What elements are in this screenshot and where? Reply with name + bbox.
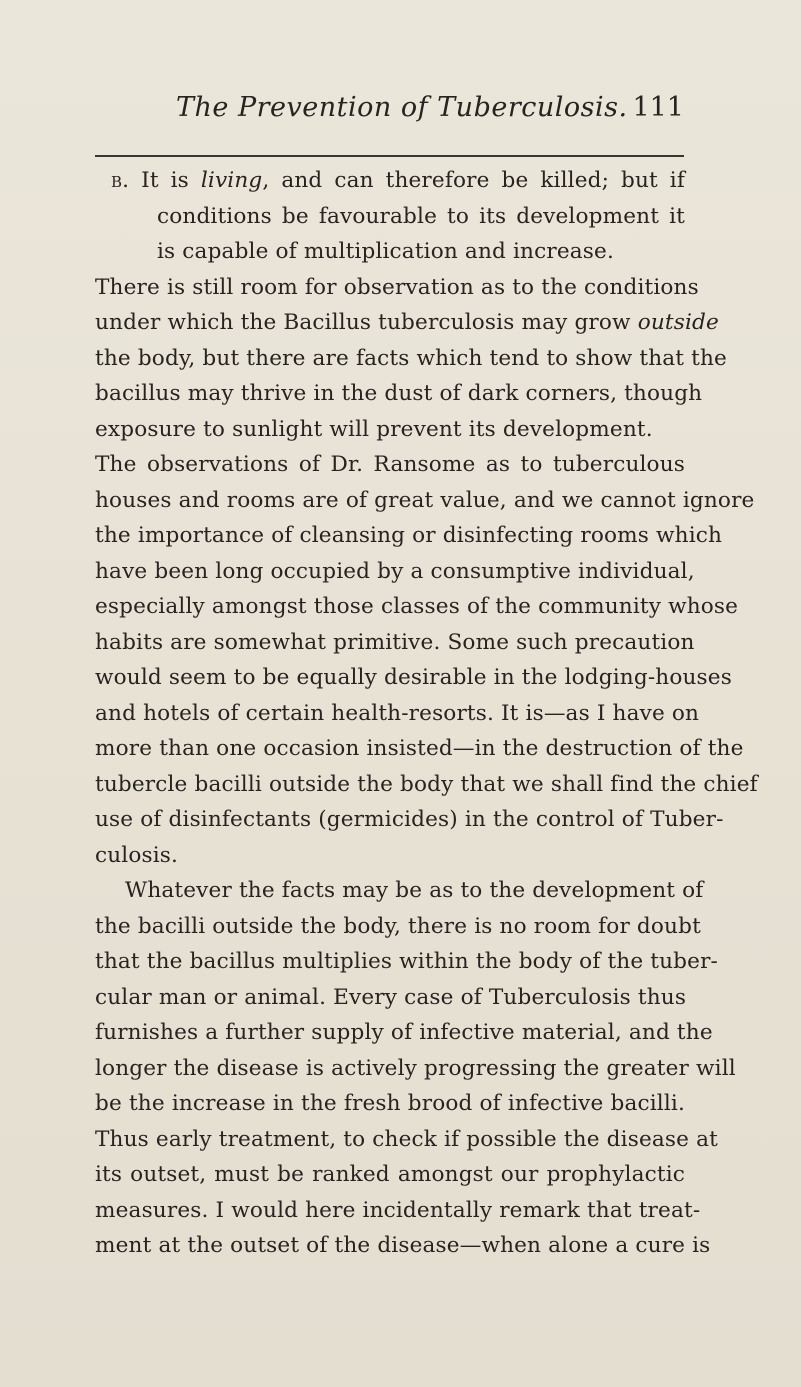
paragraph-line: especially amongst those classes of the community whose (95, 594, 739, 619)
paragraph-line: tubercle bacilli outside the body that we shall find the chief (95, 771, 758, 797)
paragraph-line: its outset, must be ranked amongst our prophylactic (95, 1162, 685, 1187)
list-marker: b. (111, 168, 130, 193)
paragraph-line: Whatever the facts may be as to the development of (125, 878, 704, 903)
list-item-b-line: is capable of multiplication and increase. (157, 239, 614, 264)
page-number: 111 (632, 92, 684, 123)
paragraph-line: The observations of Dr. Ransome as to tuberculous (95, 452, 685, 477)
paragraph-2 (95, 873, 736, 1264)
paragraph-1 (95, 270, 758, 874)
paragraph-line: more than one occasion insisted—in the destruction of the (95, 736, 744, 761)
paragraph-line: Thus early treatment, to check if possible the disease at (95, 1126, 718, 1152)
page-header (176, 92, 684, 132)
paragraph-line: habits are somewhat primitive. Some such precaution (95, 629, 695, 655)
body-text (95, 163, 758, 1264)
emphasis: living (200, 168, 263, 193)
paragraph-line: houses and rooms are of great value, and we cannot ignore (95, 487, 755, 513)
paragraph-line: the body, but there are facts which tend to show that the (95, 345, 727, 371)
list-item-b-line: b. It is living, and can therefore be killed; but if (111, 168, 685, 193)
list-item-b-line: conditions be favourable to its development it (157, 203, 685, 229)
paragraph-line: cular man or animal. Every case of Tuberculosis thus (95, 984, 687, 1010)
paragraph-line: There is still room for observation as to the conditions (95, 274, 699, 300)
paragraph-line: the bacilli outside the body, there is no room for doubt (95, 913, 701, 939)
header-rule (95, 155, 684, 157)
paragraph-line: culosis. (95, 842, 179, 868)
paragraph-line: use of disinfectants (germicides) in the control of Tuber- (95, 807, 724, 832)
paragraph-line: exposure to sunlight will prevent its development. (95, 416, 653, 442)
paragraph-line: would seem to be equally desirable in the lodging-houses (95, 665, 732, 690)
paragraph-line: and hotels of certain health-resorts. It is—as I have on (95, 700, 700, 726)
emphasis: outside (637, 310, 719, 335)
paragraph-line: ment at the outset of the disease—when alone a cure is (95, 1233, 711, 1258)
paragraph-line: be the increase in the fresh brood of infective bacilli. (95, 1091, 685, 1116)
running-title: The Prevention of Tuberculosis. (176, 92, 628, 123)
paragraph-line: furnishes a further supply of infective material, and the (95, 1020, 713, 1045)
paragraph-line: bacillus may thrive in the dust of dark corners, though (95, 381, 703, 406)
paragraph-line: longer the disease is actively progressing the greater will (95, 1055, 736, 1081)
paragraph-line: measures. I would here incidentally remark that treat- (95, 1197, 701, 1223)
paragraph-line: have been long occupied by a consumptive individual, (95, 558, 695, 584)
paragraph-line: under which the Bacillus tuberculosis may grow outside (95, 310, 719, 335)
paragraph-line: the importance of cleansing or disinfecting rooms which (95, 523, 723, 548)
list-item-b (95, 163, 685, 270)
paragraph-line: that the bacillus multiplies within the body of the tuber- (95, 949, 719, 974)
